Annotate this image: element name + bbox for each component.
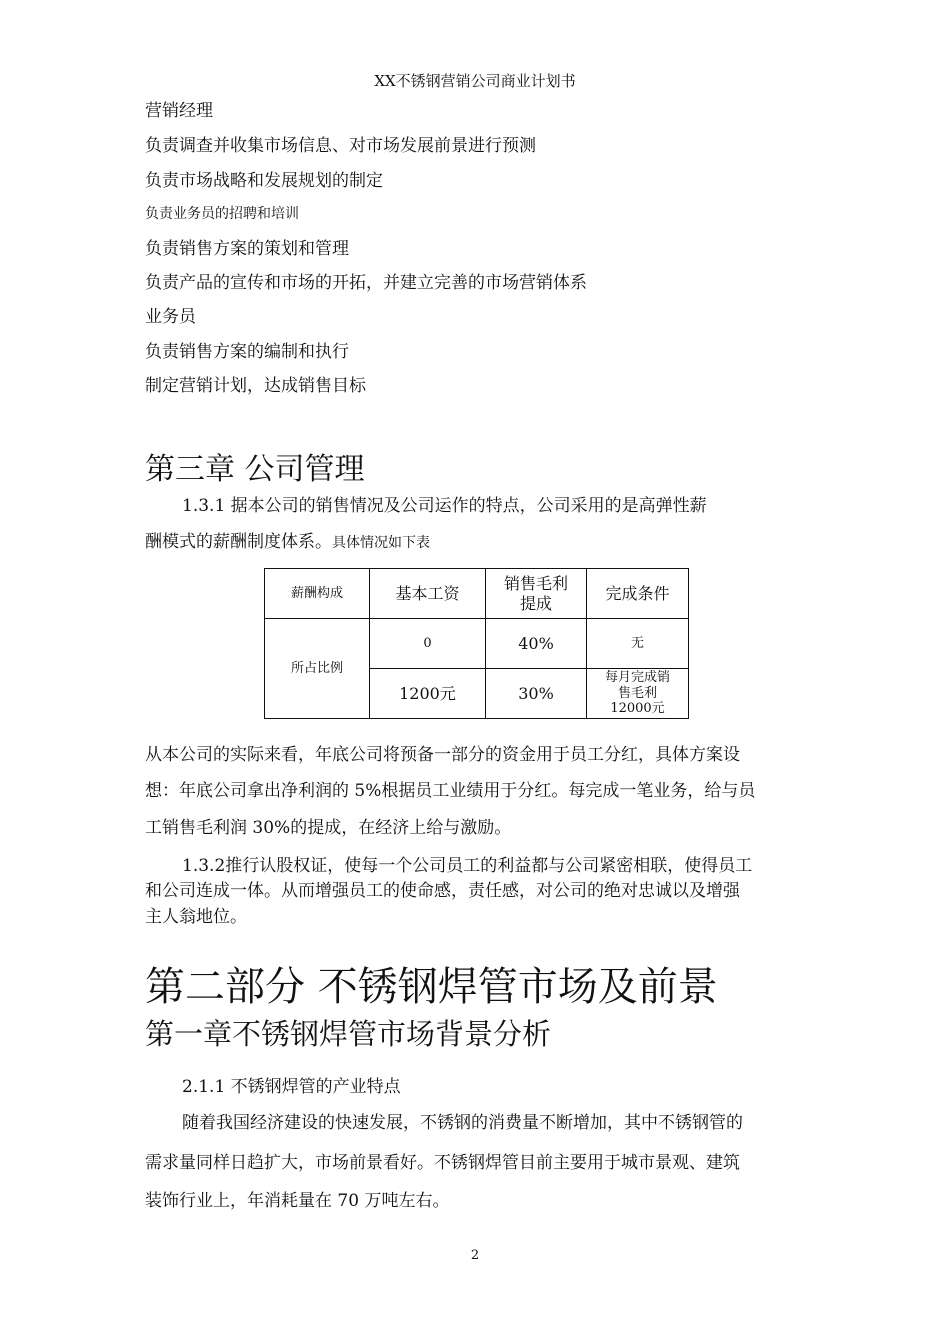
table-header [486, 569, 587, 619]
para-line: 需求量同样日趋扩大，市场前景看好。不锈钢焊管目前主要用于城市景观、建筑 [145, 1153, 740, 1173]
duty-line: 负责产品的宣传和市场的开拓，并建立完善的市场营销体系 [145, 273, 587, 293]
intro-line-main: 酬模式的薪酬制度体系。 [145, 532, 332, 552]
table-cell [587, 669, 689, 719]
para-line: 从本公司的实际来看，年底公司将预备一部分的资金用于员工分红，具体方案设 [145, 745, 740, 765]
sub-heading: 2.1.1 不锈钢焊管的产业特点 [182, 1077, 401, 1097]
duty-line: 负责业务员的招聘和培训 [145, 206, 299, 222]
cond-line: 售毛利 [617, 685, 657, 701]
table-cell: 1200元 [370, 669, 486, 719]
para-line: 想：年底公司拿出净利润的 5%根据员工业绩用于分红。每完成一笔业务，给与员 [145, 781, 756, 801]
header-line: 销售毛利 [503, 574, 568, 594]
intro-line-small: 具体情况如下表 [332, 535, 430, 551]
part2-heading: 第二部分 不锈钢焊管市场及前景 [145, 964, 718, 1010]
duty-line: 负责销售方案的策划和管理 [145, 239, 349, 259]
role-title-salesman: 业务员 [145, 307, 196, 327]
table-header: 完成条件 [587, 569, 689, 619]
duty-line: 负责销售方案的编制和执行 [145, 342, 349, 362]
table-cell: 30% [486, 669, 587, 719]
intro-line: 1.3.1 据本公司的销售情况及公司运作的特点，公司采用的是高弹性薪 [182, 496, 707, 516]
duty-line: 负责市场战略和发展规划的制定 [145, 171, 383, 191]
chapter1-heading: 第一章不锈钢焊管市场背景分析 [145, 1017, 552, 1051]
page-number: 2 [470, 1248, 480, 1263]
role-title-manager: 营销经理 [145, 101, 213, 121]
table-cell: 无 [587, 619, 689, 669]
para-line: 装饰行业上，年消耗量在 70 万吨左右。 [145, 1191, 450, 1211]
salary-table [264, 568, 689, 719]
intro-line-2 [145, 527, 430, 552]
cond-line: 每月完成销 [604, 670, 670, 686]
duty-line: 负责调查并收集市场信息、对市场发展前景进行预测 [145, 136, 536, 156]
para-line: 1.3.2推行认股权证，使每一个公司员工的利益都与公司紧密相联，使得员工 [182, 856, 753, 876]
para-line: 随着我国经济建设的快速发展，不锈钢的消费量不断增加，其中不锈钢管的 [182, 1113, 743, 1133]
table-header: 薪酬构成 [265, 569, 370, 619]
table-cell: 40% [486, 619, 587, 669]
cond-line: 12000元 [610, 701, 665, 717]
para-line: 和公司连成一体。从而增强员工的使命感，责任感，对公司的绝对忠诚以及增强 [145, 881, 740, 901]
header-line: 提成 [519, 593, 552, 613]
chapter3-heading: 第三章 公司管理 [145, 452, 365, 487]
duty-line: 制定营销计划，达成销售目标 [145, 376, 366, 396]
table-row-label: 所占比例 [265, 619, 370, 719]
para-line: 工销售毛利润 30%的提成，在经济上给与激励。 [145, 818, 512, 838]
para-line: 主人翁地位。 [145, 907, 247, 927]
table-cell: 0 [370, 619, 486, 669]
page-header-title: XX不锈钢营销公司商业计划书 [374, 72, 576, 90]
table-header: 基本工资 [370, 569, 486, 619]
